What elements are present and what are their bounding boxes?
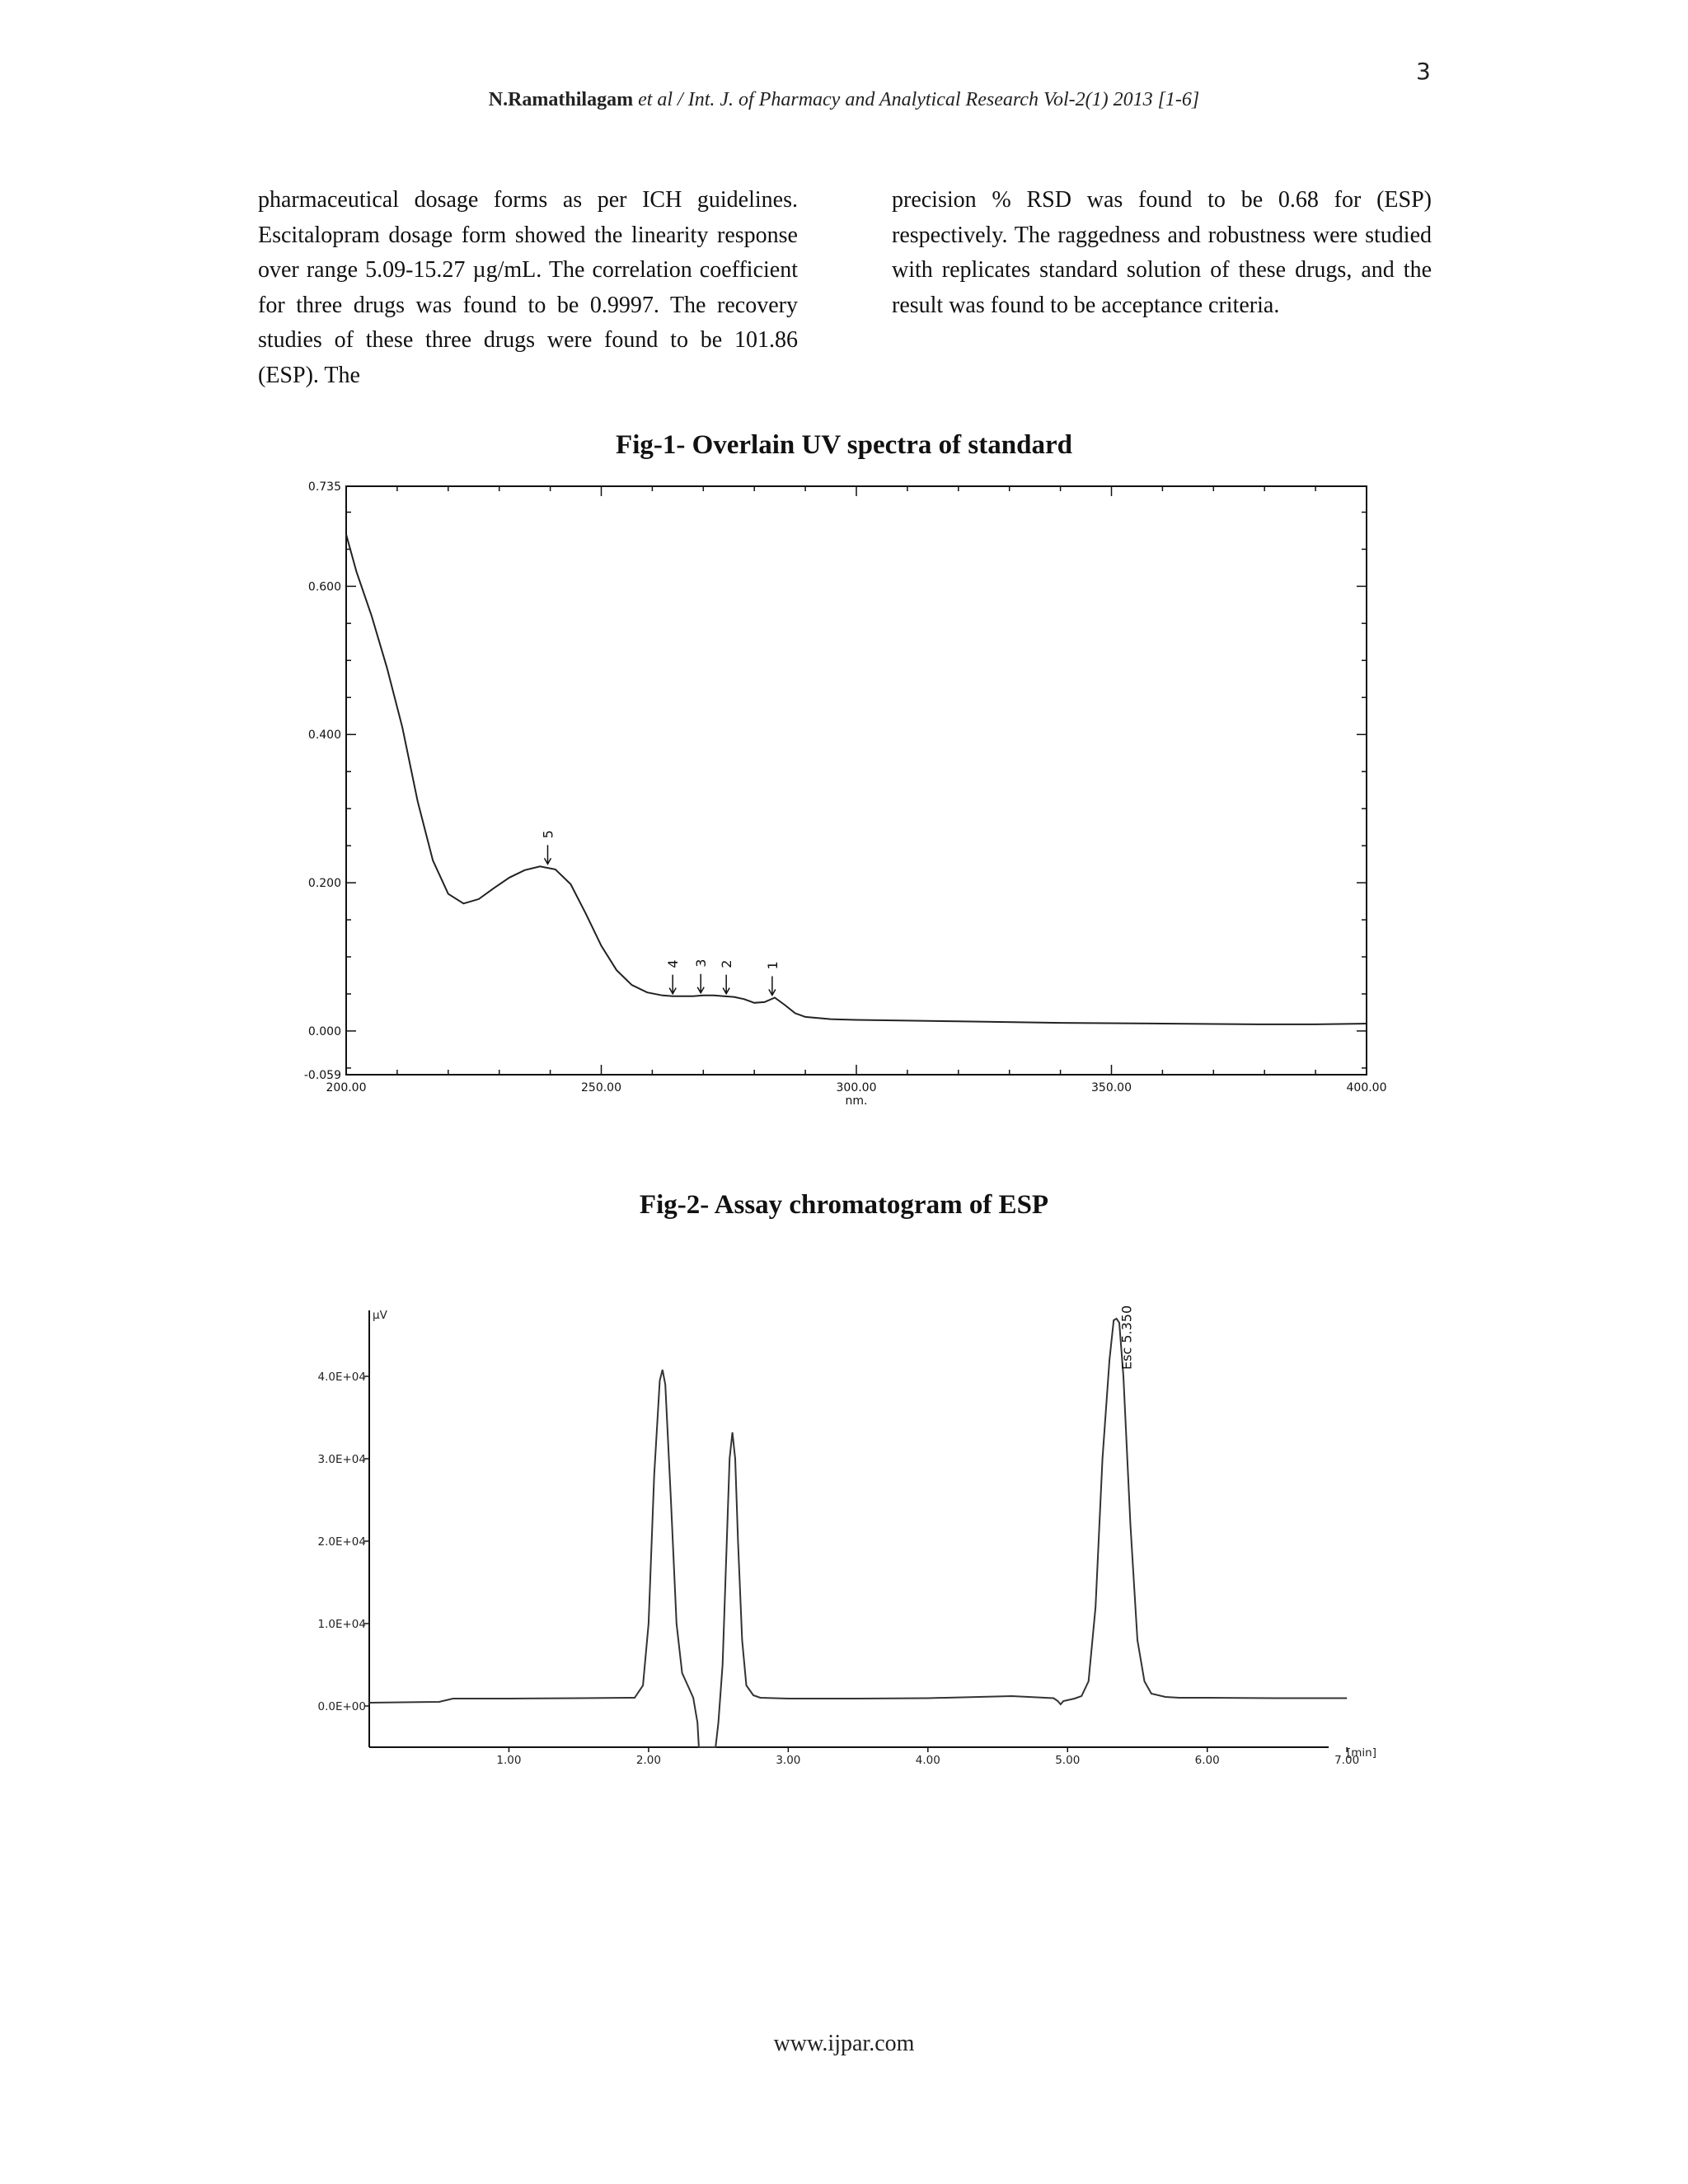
chrom-y-tick-label: 1.0E+04: [317, 1618, 366, 1631]
uv-y-tick-label: 0.600: [307, 580, 341, 594]
uv-spectrum-line: [346, 535, 1367, 1024]
figure-1-title: Fig-1- Overlain UV spectra of standard: [616, 430, 1072, 460]
uv-peak-marker-label: 5: [540, 830, 556, 839]
chrom-peak-label: Esc 5.350: [1118, 1305, 1135, 1370]
uv-peak-marker-4: [665, 959, 681, 993]
uv-peak-marker-3: [693, 959, 709, 993]
footer-url: www.ijpar.com: [773, 2031, 915, 2056]
chrom-y-tick-label: 4.0E+04: [317, 1371, 366, 1384]
uv-peak-marker-5: [541, 830, 556, 864]
figure-2-title: Fig-2- Assay chromatogram of ESP: [639, 1190, 1049, 1220]
running-head-authors: N.Ramathilagam: [488, 89, 634, 110]
uv-peak-marker-label: 1: [764, 961, 781, 970]
uv-x-tick-label: 350.00: [1091, 1081, 1132, 1094]
uv-peak-marker-1: [765, 961, 781, 995]
chrom-y-tick-label: 3.0E+04: [317, 1453, 366, 1466]
uv-plot-frame: [346, 486, 1367, 1075]
uv-x-axis-label: nm.: [845, 1094, 868, 1108]
chrom-x-tick-label: 4.00: [915, 1754, 940, 1767]
body-column-right: precision % RSD was found to be 0.68 for (ESP) respectively. The raggedness and robustness were studied with replicates standard solution of these drugs, and the result was found to be acceptance criteria.: [892, 187, 1432, 318]
uv-y-tick-label: 0.200: [307, 877, 341, 891]
uv-x-tick-label: 250.00: [581, 1081, 621, 1094]
chrom-x-axis-label: [min]: [1347, 1746, 1376, 1760]
running-head-journal: et al / Int. J. of Pharmacy and Analytical Research Vol-2(1) 2013 [1-6]: [633, 89, 1200, 110]
uv-x-axis: [326, 1081, 1387, 1094]
uv-peak-marker-label: 3: [693, 958, 710, 968]
chrom-y-tick-label: 0.0E+00: [317, 1700, 366, 1713]
chrom-y-unit-label: µV: [373, 1309, 387, 1322]
chrom-x-tick-label: 7.00: [1334, 1754, 1360, 1767]
uv-x-tick-label: 300.00: [836, 1081, 877, 1094]
uv-peak-markers: [541, 830, 781, 995]
chrom-x-tick-label: 5.00: [1055, 1754, 1081, 1767]
uv-y-tick-label: 0.000: [307, 1024, 341, 1038]
chrom-x-tick-label: 6.00: [1194, 1754, 1220, 1767]
uv-peak-marker-2: [719, 959, 734, 993]
body-column-left: pharmaceutical dosage forms as per ICH guidelines. Escitalopram dosage form showed the linearity response over range 5.09-15.27 µg/mL. The correlation coefficient for three drugs was found to be 0.9997. The recovery studies of these three drugs were found to be 101.86 (ESP). The: [258, 187, 798, 388]
uv-minor-ticks: [346, 486, 1367, 1075]
uv-y-tick-label: 0.735: [307, 480, 341, 494]
uv-peak-marker-label: 4: [665, 959, 682, 968]
page-number: 3: [1416, 58, 1431, 85]
chrom-x-tick-label: 3.00: [776, 1754, 801, 1767]
chrom-y-tick-label: 2.0E+04: [317, 1535, 366, 1549]
uv-peak-marker-label: 2: [719, 959, 735, 968]
uv-x-tick-label: 200.00: [326, 1081, 367, 1094]
chrom-x-tick-label: 2.00: [635, 1754, 661, 1767]
uv-y-tick-label: 0.400: [307, 729, 341, 743]
uv-y-tick-label: -0.059: [303, 1069, 341, 1082]
chrom-x-tick-label: 1.00: [496, 1754, 522, 1767]
uv-y-axis: [304, 480, 341, 1082]
uv-x-tick-label: 400.00: [1346, 1081, 1387, 1094]
